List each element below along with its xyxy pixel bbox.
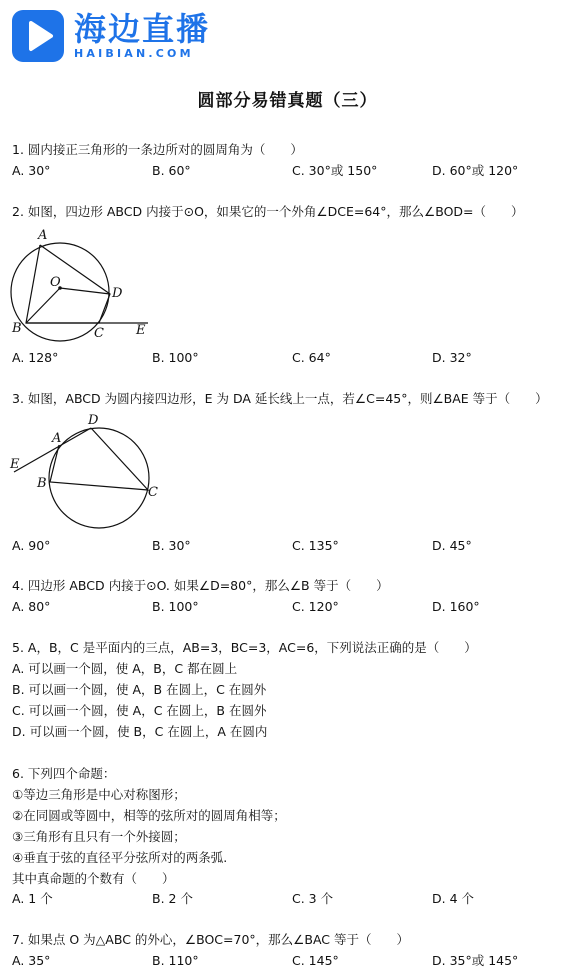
question-7-stem: 7. 如果点 O 为△ABC 的外心，∠BOC=70°，那么∠BAC 等于（ ） xyxy=(12,932,409,947)
q1-option-c: C. 30°或 150° xyxy=(292,163,378,178)
q7-option-c: C. 145° xyxy=(292,953,339,968)
q4-option-a: A. 80° xyxy=(12,599,51,614)
q2-label-d: D xyxy=(112,286,123,301)
q3-option-c: C. 135° xyxy=(292,538,339,553)
q2-label-e: E xyxy=(136,323,146,338)
q1-option-b: B. 60° xyxy=(152,163,191,178)
q2-label-o: O xyxy=(50,275,61,290)
q3-label-e: E xyxy=(10,457,20,472)
q4-option-b: B. 100° xyxy=(152,599,199,614)
q1-option-a: A. 30° xyxy=(12,163,51,178)
brand-name-en: HAIBIAN.COM xyxy=(74,47,194,60)
q6-question-line: 其中真命题的个数有（ ） xyxy=(12,871,175,886)
q2-label-a: A xyxy=(38,228,48,243)
q2-option-b: B. 100° xyxy=(152,350,199,365)
question-7-options xyxy=(12,951,572,971)
question-2-stem: 2. 如图，四边形 ABCD 内接于⊙O，如果它的一个外角∠DCE=64°，那么∠BOD=（ ） xyxy=(12,204,524,219)
play-icon xyxy=(12,10,64,62)
q3-label-b: B xyxy=(37,476,47,491)
q2-label-b: B xyxy=(12,321,22,336)
q2-option-d: D. 32° xyxy=(432,350,472,365)
q5-option-a: A. 可以画一个圆，使 A，B，C 都在圆上 xyxy=(12,661,238,676)
q6-proposition-2: ②在同圆或等圆中，相等的弦所对的圆周角相等； xyxy=(12,808,286,823)
q4-option-c: C. 120° xyxy=(292,599,339,614)
question-2-figure xyxy=(0,222,160,344)
q2-option-a: A. 128° xyxy=(12,350,59,365)
q5-option-b: B. 可以画一个圆，使 A，B 在圆上，C 在圆外 xyxy=(12,682,267,697)
question-6-options xyxy=(12,889,572,909)
q7-option-d: D. 35°或 145° xyxy=(432,953,519,968)
question-5-stem: 5. A，B，C 是平面内的三点，AB=3，BC=3，AC=6，下列说法正确的是（ ） xyxy=(12,640,477,655)
question-1-stem: 1. 圆内接正三角形的一条边所对的圆周角为（ ） xyxy=(12,142,303,157)
brand-name-cn: 海边直播 xyxy=(74,10,211,48)
q6-option-b: B. 2 个 xyxy=(152,891,193,906)
question-3-figure xyxy=(0,408,160,530)
question-4-stem: 4. 四边形 ABCD 内接于⊙O. 如果∠D=80°，那么∠B 等于（ ） xyxy=(12,578,389,593)
q3-label-d: D xyxy=(88,413,99,428)
question-3-stem: 3. 如图，ABCD 为圆内接四边形，E 为 DA 延长线上一点，若∠C=45°，则∠BAE 等于（ ） xyxy=(12,391,548,406)
q7-option-b: B. 110° xyxy=(152,953,199,968)
q4-option-d: D. 160° xyxy=(432,599,480,614)
q7-option-a: A. 35° xyxy=(12,953,51,968)
q3-option-d: D. 45° xyxy=(432,538,472,553)
brand-logo xyxy=(12,10,210,62)
q3-label-c: C xyxy=(148,485,158,500)
q6-option-c: C. 3 个 xyxy=(292,891,334,906)
q5-option-c: C. 可以画一个圆，使 A，C 在圆上，B 在圆外 xyxy=(12,703,267,718)
q1-option-d: D. 60°或 120° xyxy=(432,163,519,178)
q6-option-a: A. 1 个 xyxy=(12,891,53,906)
q6-option-d: D. 4 个 xyxy=(432,891,474,906)
page-title: 圆部分易错真题（三） xyxy=(197,91,378,111)
q3-option-a: A. 90° xyxy=(12,538,51,553)
question-3-options xyxy=(12,536,572,556)
question-2-options xyxy=(12,348,572,368)
question-4-options xyxy=(12,597,572,617)
q5-option-d: D. 可以画一个圆，使 B，C 在圆上，A 在圆内 xyxy=(12,724,268,739)
q6-proposition-4: ④垂直于弦的直径平分弦所对的两条弧. xyxy=(12,850,228,865)
q6-proposition-1: ①等边三角形是中心对称图形； xyxy=(12,787,186,802)
q2-label-c: C xyxy=(94,326,104,341)
q3-label-a: A xyxy=(52,431,62,446)
q2-option-c: C. 64° xyxy=(292,350,331,365)
q3-option-b: B. 30° xyxy=(152,538,191,553)
q6-proposition-3: ③三角形有且只有一个外接圆； xyxy=(12,829,186,844)
question-6-stem: 6. 下列四个命题： xyxy=(12,766,116,781)
question-1-options xyxy=(12,161,572,181)
